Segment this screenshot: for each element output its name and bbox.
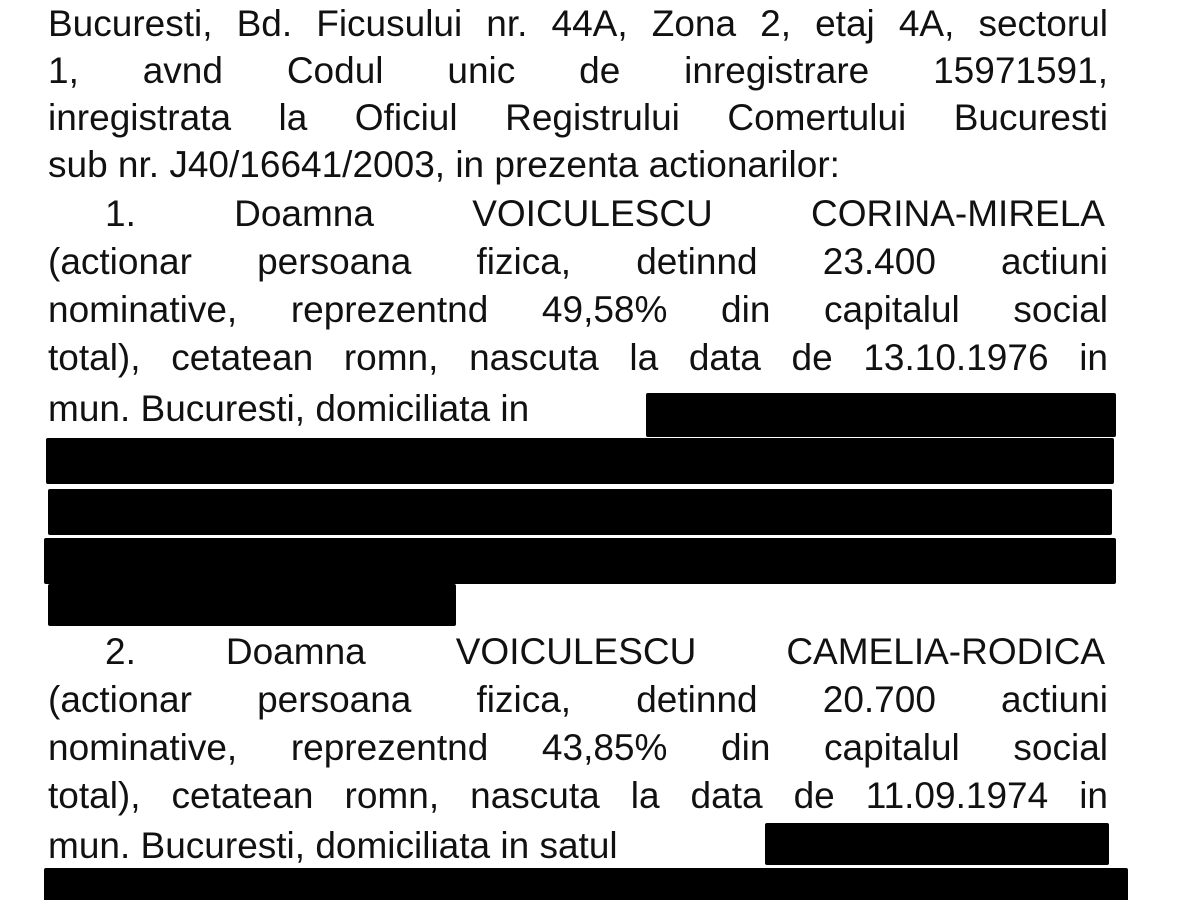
intro-line-1: Bucuresti, Bd. Ficusului nr. 44A, Zona 2, etaj 4A, sectorul: [48, 3, 1108, 44]
shareholder-2-line-3: nominative, reprezentnd 43,85% din capitalul social: [48, 727, 1108, 768]
redaction-block: [646, 393, 1116, 437]
shareholder-1-heading: 1. Doamna VOICULESCU CORINA-MIRELA: [105, 193, 1105, 234]
shareholder-1-line-4: total), cetatean romn, nascuta la data de 13.10.1976 in: [48, 337, 1108, 378]
intro-line-2: 1, avnd Codul unic de inregistrare 15971591,: [48, 50, 1108, 91]
redaction-block: [44, 868, 1128, 900]
shareholder-2-heading: 2. Doamna VOICULESCU CAMELIA-RODICA: [105, 631, 1105, 672]
redaction-block: [44, 538, 1116, 584]
redaction-block: [48, 584, 456, 626]
intro-line-4: sub nr. J40/16641/2003, in prezenta actionarilor:: [48, 144, 840, 185]
shareholder-2-line-2: (actionar persoana fizica, detinnd 20.700 actiuni: [48, 679, 1108, 720]
redaction-block: [46, 438, 1114, 484]
redaction-block: [48, 489, 1112, 535]
shareholder-1-line-3: nominative, reprezentnd 49,58% din capitalul social: [48, 289, 1108, 330]
redaction-block: [765, 823, 1109, 865]
shareholder-2-line-5: mun. Bucuresti, domiciliata in satul: [48, 825, 618, 866]
shareholder-1-line-2: (actionar persoana fizica, detinnd 23.400 actiuni: [48, 241, 1108, 282]
intro-line-3: inregistrata la Oficiul Registrului Comertului Bucuresti: [48, 97, 1108, 138]
shareholder-1-line-5: mun. Bucuresti, domiciliata in: [48, 388, 530, 429]
shareholder-2-line-4: total), cetatean romn, nascuta la data de 11.09.1974 in: [48, 775, 1108, 816]
